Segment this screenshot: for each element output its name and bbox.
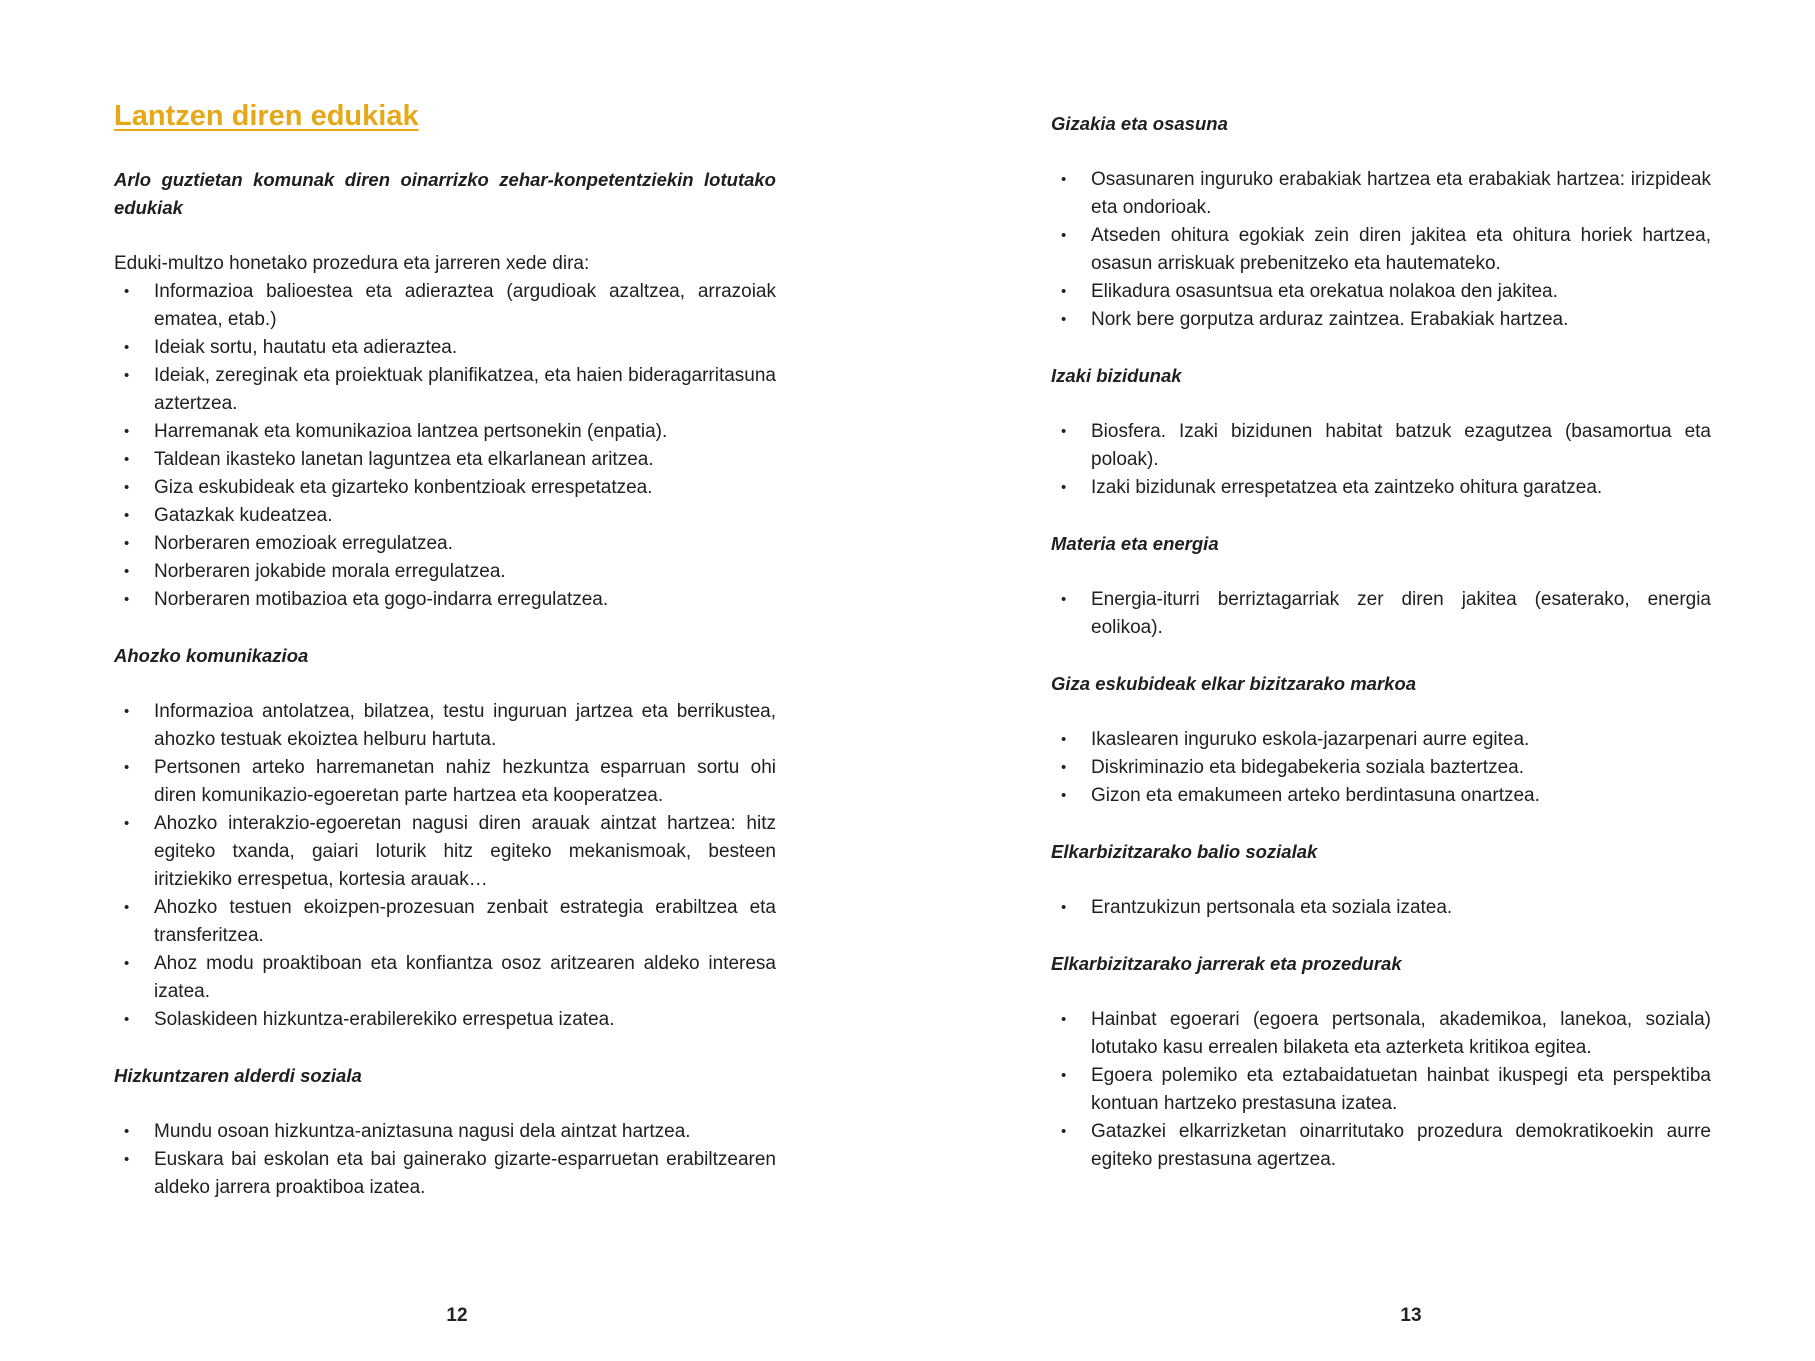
- list-item: [1051, 754, 1711, 782]
- list-item: [114, 334, 776, 362]
- bullet-list: [114, 278, 776, 614]
- bullet-icon: •: [1061, 423, 1067, 440]
- heading-spacer: [1051, 698, 1711, 726]
- section-heading: Giza eskubideak elkar bizitzarako markoa: [1051, 673, 1417, 694]
- heading-spacer: [1051, 138, 1711, 166]
- bullet-icon: •: [1061, 787, 1067, 804]
- section-heading: Gizakia eta osasuna: [1051, 113, 1228, 134]
- section-spacer: [1051, 810, 1711, 838]
- list-item: [1051, 726, 1711, 754]
- list-item: [114, 446, 776, 474]
- heading-spacer: [114, 670, 776, 698]
- list-item-text: Taldean ikasteko lanetan laguntzea eta elkarlanean aritzea.: [154, 449, 654, 470]
- list-item: [114, 1146, 776, 1202]
- bullet-icon: •: [124, 1123, 130, 1140]
- list-item-text: Energia-iturri berriztagarriak zer diren jakitea (esaterako, energia eolikoa).: [1091, 589, 1711, 638]
- section-spacer: [114, 614, 776, 642]
- page-number: 12: [446, 1305, 468, 1326]
- bullet-icon: •: [1061, 899, 1067, 916]
- left-page: [114, 0, 776, 1361]
- list-item: [1051, 278, 1711, 306]
- bullet-list: [1051, 418, 1711, 502]
- list-item-text: Hainbat egoerari (egoera pertsonala, akademikoa, lanekoa, soziala) lotutako kasu errealen bilaketa eta azterketa kritikoa egitea.: [1091, 1009, 1711, 1058]
- bullet-icon: •: [124, 339, 130, 356]
- list-item: [1051, 418, 1711, 474]
- bullet-list: [114, 698, 776, 1034]
- list-item: [114, 1006, 776, 1034]
- section-heading: Elkarbizitzarako jarrerak eta prozedurak: [1051, 953, 1402, 974]
- bullet-icon: •: [1061, 227, 1067, 244]
- bullet-icon: •: [1061, 283, 1067, 300]
- bullet-icon: •: [1061, 1123, 1067, 1140]
- bullet-icon: •: [124, 283, 130, 300]
- list-item: [114, 558, 776, 586]
- bullet-list: [1051, 586, 1711, 642]
- bullet-icon: •: [124, 535, 130, 552]
- right-page: [1051, 0, 1711, 1361]
- page-title: Lantzen diren edukiak: [114, 100, 419, 132]
- bullet-list: [1051, 1006, 1711, 1174]
- list-item: [1051, 222, 1711, 278]
- section-heading: Elkarbizitzarako balio sozialak: [1051, 841, 1318, 862]
- bullet-icon: •: [1061, 1067, 1067, 1084]
- list-item: [114, 474, 776, 502]
- list-item-text: Euskara bai eskolan eta bai gainerako gizarte-esparruetan erabiltzearen aldeko jarrera proaktiboa izatea.: [154, 1149, 776, 1198]
- list-item-text: Gizon eta emakumeen arteko berdintasuna onartzea.: [1091, 785, 1540, 806]
- section-heading: Ahozko komunikazioa: [114, 645, 309, 666]
- list-item-text: Elikadura osasuntsua eta orekatua nolakoa den jakitea.: [1091, 281, 1558, 302]
- list-item-text: Diskriminazio eta bidegabekeria soziala baztertzea.: [1091, 757, 1525, 778]
- list-item: [114, 586, 776, 614]
- list-item-text: Nork bere gorputza arduraz zaintzea. Erabakiak hartzea.: [1091, 309, 1569, 330]
- heading-spacer: [1051, 866, 1711, 894]
- bullet-icon: •: [124, 591, 130, 608]
- list-item: [1051, 586, 1711, 642]
- list-item-text: Norberaren emozioak erregulatzea.: [154, 533, 453, 554]
- left-page-content: [114, 166, 776, 1202]
- list-item-text: Norberaren motibazioa eta gogo-indarra erregulatzea.: [154, 589, 609, 610]
- section-heading: Materia eta energia: [1051, 533, 1219, 554]
- bullet-list: [114, 1118, 776, 1202]
- list-item: [114, 530, 776, 558]
- bullet-icon: •: [1061, 591, 1067, 608]
- list-item: [1051, 894, 1711, 922]
- bullet-icon: •: [124, 423, 130, 440]
- list-item: [1051, 306, 1711, 334]
- bullet-icon: •: [124, 451, 130, 468]
- list-item-text: Ahozko interakzio-egoeretan nagusi diren arauak aintzat hartzea: hitz egiteko txanda, gaiari loturik hitz egiteko mekanismoak, besteen iritziekiko errespetua, kortesia arauak…: [154, 813, 776, 890]
- heading-spacer: [114, 1090, 776, 1118]
- section-heading: Arlo guztietan komunak diren oinarrizko zehar-konpetentziekin lotutako edukiak: [114, 169, 776, 218]
- bullet-icon: •: [124, 759, 130, 776]
- bullet-icon: •: [124, 1011, 130, 1028]
- section-spacer: [114, 1034, 776, 1062]
- list-item: [114, 894, 776, 950]
- list-item-text: Ideiak, zereginak eta proiektuak planifikatzea, eta haien bideragarritasuna aztertzea.: [154, 365, 776, 414]
- list-item-text: Mundu osoan hizkuntza-aniztasuna nagusi dela aintzat hartzea.: [154, 1121, 691, 1142]
- list-item: [1051, 474, 1711, 502]
- list-item: [114, 810, 776, 894]
- list-item-text: Atseden ohitura egokiak zein diren jakitea eta ohitura horiek hartzea, osasun arriskuak prebenitzeko eta hautemateko.: [1091, 225, 1711, 274]
- list-item: [114, 754, 776, 810]
- list-item-text: Osasunaren inguruko erabakiak hartzea eta erabakiak hartzea: irizpideak eta ondorioak.: [1091, 169, 1711, 218]
- list-item: [1051, 1118, 1711, 1174]
- bullet-icon: •: [124, 955, 130, 972]
- list-item-text: Harremanak eta komunikazioa lantzea pertsonekin (enpatia).: [154, 421, 668, 442]
- bullet-icon: •: [124, 899, 130, 916]
- section-spacer: [1051, 642, 1711, 670]
- list-item: [114, 502, 776, 530]
- list-item-text: Ahozko testuen ekoizpen-prozesuan zenbait estrategia erabiltzea eta transferitzea.: [154, 897, 776, 946]
- bullet-list: [1051, 166, 1711, 334]
- list-item-text: Informazioa antolatzea, bilatzea, testu inguruan jartzea eta berrikustea, ahozko testuak ekoiztea helburu hartuta.: [154, 701, 776, 750]
- list-item-text: Erantzukizun pertsonala eta soziala izatea.: [1091, 897, 1453, 918]
- list-item: [1051, 1006, 1711, 1062]
- heading-spacer: [114, 222, 776, 250]
- list-item-text: Ideiak sortu, hautatu eta adieraztea.: [154, 337, 458, 358]
- list-item-text: Egoera polemiko eta eztabaidatuetan hainbat ikuspegi eta perspektiba kontuan hartzeko prestasuna izatea.: [1091, 1065, 1711, 1114]
- bullet-icon: •: [124, 479, 130, 496]
- bullet-icon: •: [124, 507, 130, 524]
- list-item: [114, 1118, 776, 1146]
- heading-spacer: [1051, 558, 1711, 586]
- bullet-icon: •: [124, 563, 130, 580]
- section-heading: Hizkuntzaren alderdi soziala: [114, 1065, 362, 1086]
- section-spacer: [1051, 502, 1711, 530]
- section-spacer: [1051, 922, 1711, 950]
- list-item-text: Pertsonen arteko harremanetan nahiz hezkuntza esparruan sortu ohi diren komunikazio-egoeretan parte hartzea eta kooperatzea.: [154, 757, 776, 806]
- list-item: [114, 362, 776, 418]
- section-spacer: [1051, 334, 1711, 362]
- bullet-icon: •: [1061, 311, 1067, 328]
- list-item-text: Biosfera. Izaki bizidunen habitat batzuk ezagutzea (basamortua eta poloak).: [1091, 421, 1711, 470]
- bullet-icon: •: [1061, 1011, 1067, 1028]
- list-item-text: Gatazkei elkarrizketan oinarritutako prozedura demokratikoekin aurre egiteko prestasuna agertzea.: [1091, 1121, 1711, 1170]
- list-item-text: Norberaren jokabide morala erregulatzea.: [154, 561, 506, 582]
- list-item: [114, 698, 776, 754]
- heading-spacer: [1051, 978, 1711, 1006]
- bullet-list: [1051, 894, 1711, 922]
- heading-spacer: [1051, 390, 1711, 418]
- list-item: [1051, 166, 1711, 222]
- list-item-text: Informazioa balioestea eta adieraztea (argudioak azaltzea, arrazoiak ematea, etab.): [154, 281, 776, 330]
- right-page-content: [1051, 110, 1711, 1174]
- section-heading: Izaki bizidunak: [1051, 365, 1182, 386]
- list-item: [114, 278, 776, 334]
- list-item-text: Solaskideen hizkuntza-erabilerekiko errespetua izatea.: [154, 1009, 615, 1030]
- bullet-icon: •: [1061, 171, 1067, 188]
- bullet-icon: •: [1061, 731, 1067, 748]
- list-item: [114, 418, 776, 446]
- page-number: 13: [1400, 1305, 1422, 1326]
- list-item-text: Izaki bizidunak errespetatzea eta zaintzeko ohitura garatzea.: [1091, 477, 1603, 498]
- bullet-icon: •: [124, 703, 130, 720]
- bullet-icon: •: [1061, 759, 1067, 776]
- list-item: [1051, 782, 1711, 810]
- bullet-icon: •: [1061, 479, 1067, 496]
- bullet-icon: •: [124, 1151, 130, 1168]
- bullet-icon: •: [124, 367, 130, 384]
- list-item-text: Gatazkak kudeatzea.: [154, 505, 333, 526]
- section-intro: Eduki-multzo honetako prozedura eta jarreren xede dira:: [114, 253, 590, 274]
- bullet-icon: •: [124, 815, 130, 832]
- list-item-text: Giza eskubideak eta gizarteko konbentzioak errespetatzea.: [154, 477, 653, 498]
- list-item: [114, 950, 776, 1006]
- list-item: [1051, 1062, 1711, 1118]
- list-item-text: Ahoz modu proaktiboan eta konfiantza osoz aritzearen aldeko interesa izatea.: [154, 953, 776, 1002]
- list-item-text: Ikaslearen inguruko eskola-jazarpenari aurre egitea.: [1091, 729, 1530, 750]
- bullet-list: [1051, 726, 1711, 810]
